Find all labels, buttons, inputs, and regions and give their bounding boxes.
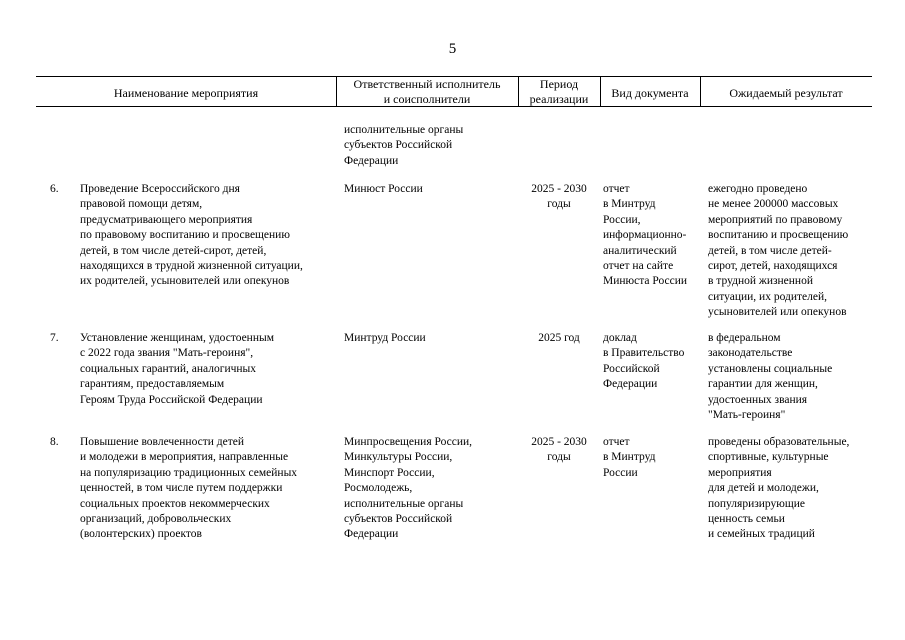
row-period: 2025 - 2030 годы bbox=[531, 436, 587, 464]
header-responsible: Ответственный исполнитель и соисполнители bbox=[353, 77, 501, 106]
row-result: в федеральном законодательстве установлены социальные гарантии для женщин, удостоенных звания "Мать-героиня" bbox=[708, 332, 833, 422]
row-name: Установление женщинам, удостоенным с 2022 года звания "Мать-героиня", социальных гарантий, аналогичных гарантиям, предоставляемым Героям Труда Российской Федерации bbox=[80, 332, 274, 406]
row-result: ежегодно проведено не менее 200000 массовых мероприятий по правовому воспитанию и просвещению детей, в том числе детей- сирот, детей, находящихся в трудной жизненной ситуации, их родителей, усыновителей или опекунов bbox=[708, 183, 849, 319]
row-period: 2025 - 2030 годы bbox=[531, 183, 587, 211]
row-name: Повышение вовлеченности детей и молодежи в мероприятия, направленные на популяризацию традиционных семейных ценностей, в том числе путем поддержки социальных проектов некоммерческих организаций, добровольческих (волонтерских) проектов bbox=[80, 436, 298, 541]
row-doc-type: отчет в Минтруд России bbox=[603, 436, 656, 479]
header-name: Наименование мероприятия bbox=[113, 86, 259, 100]
page-number: 5 bbox=[448, 41, 457, 57]
row-responsible: Минюст России bbox=[344, 183, 423, 195]
row-number: 8. bbox=[50, 436, 59, 448]
row-number: 6. bbox=[50, 183, 59, 195]
header-result: Ожидаемый результат bbox=[729, 86, 843, 100]
header-doc-type: Вид документа bbox=[611, 86, 689, 100]
row-number: 7. bbox=[50, 332, 59, 344]
row-doc-type: отчет в Минтруд России, информационно- аналитический отчет на сайте Минюста России bbox=[603, 183, 688, 288]
row-period: 2025 год bbox=[538, 332, 580, 344]
row-responsible: Минтруд России bbox=[344, 332, 426, 344]
row-name: Проведение Всероссийского дня правовой помощи детям, предусматривающего мероприятия по правовому воспитанию и просвещению детей, в том числе детей-сирот, детей, находящихся в трудной жизненной ситуации, их родителей, усыновителей или опекунов bbox=[80, 183, 303, 288]
row-result: проведены образовательные, спортивные, культурные мероприятия для детей и молодежи, популяризирующие ценность семьи и семейных традиций bbox=[708, 436, 850, 541]
continuation-responsible: исполнительные органы субъектов Российской Федерации bbox=[344, 124, 464, 167]
header-period: Период реализации bbox=[529, 77, 589, 106]
row-responsible: Минпросвещения России, Минкультуры России, Минспорт России, Росмолодежь, исполнительные органы субъектов Российской Федерации bbox=[344, 436, 473, 541]
row-doc-type: доклад в Правительство Российской Федерации bbox=[603, 332, 685, 391]
